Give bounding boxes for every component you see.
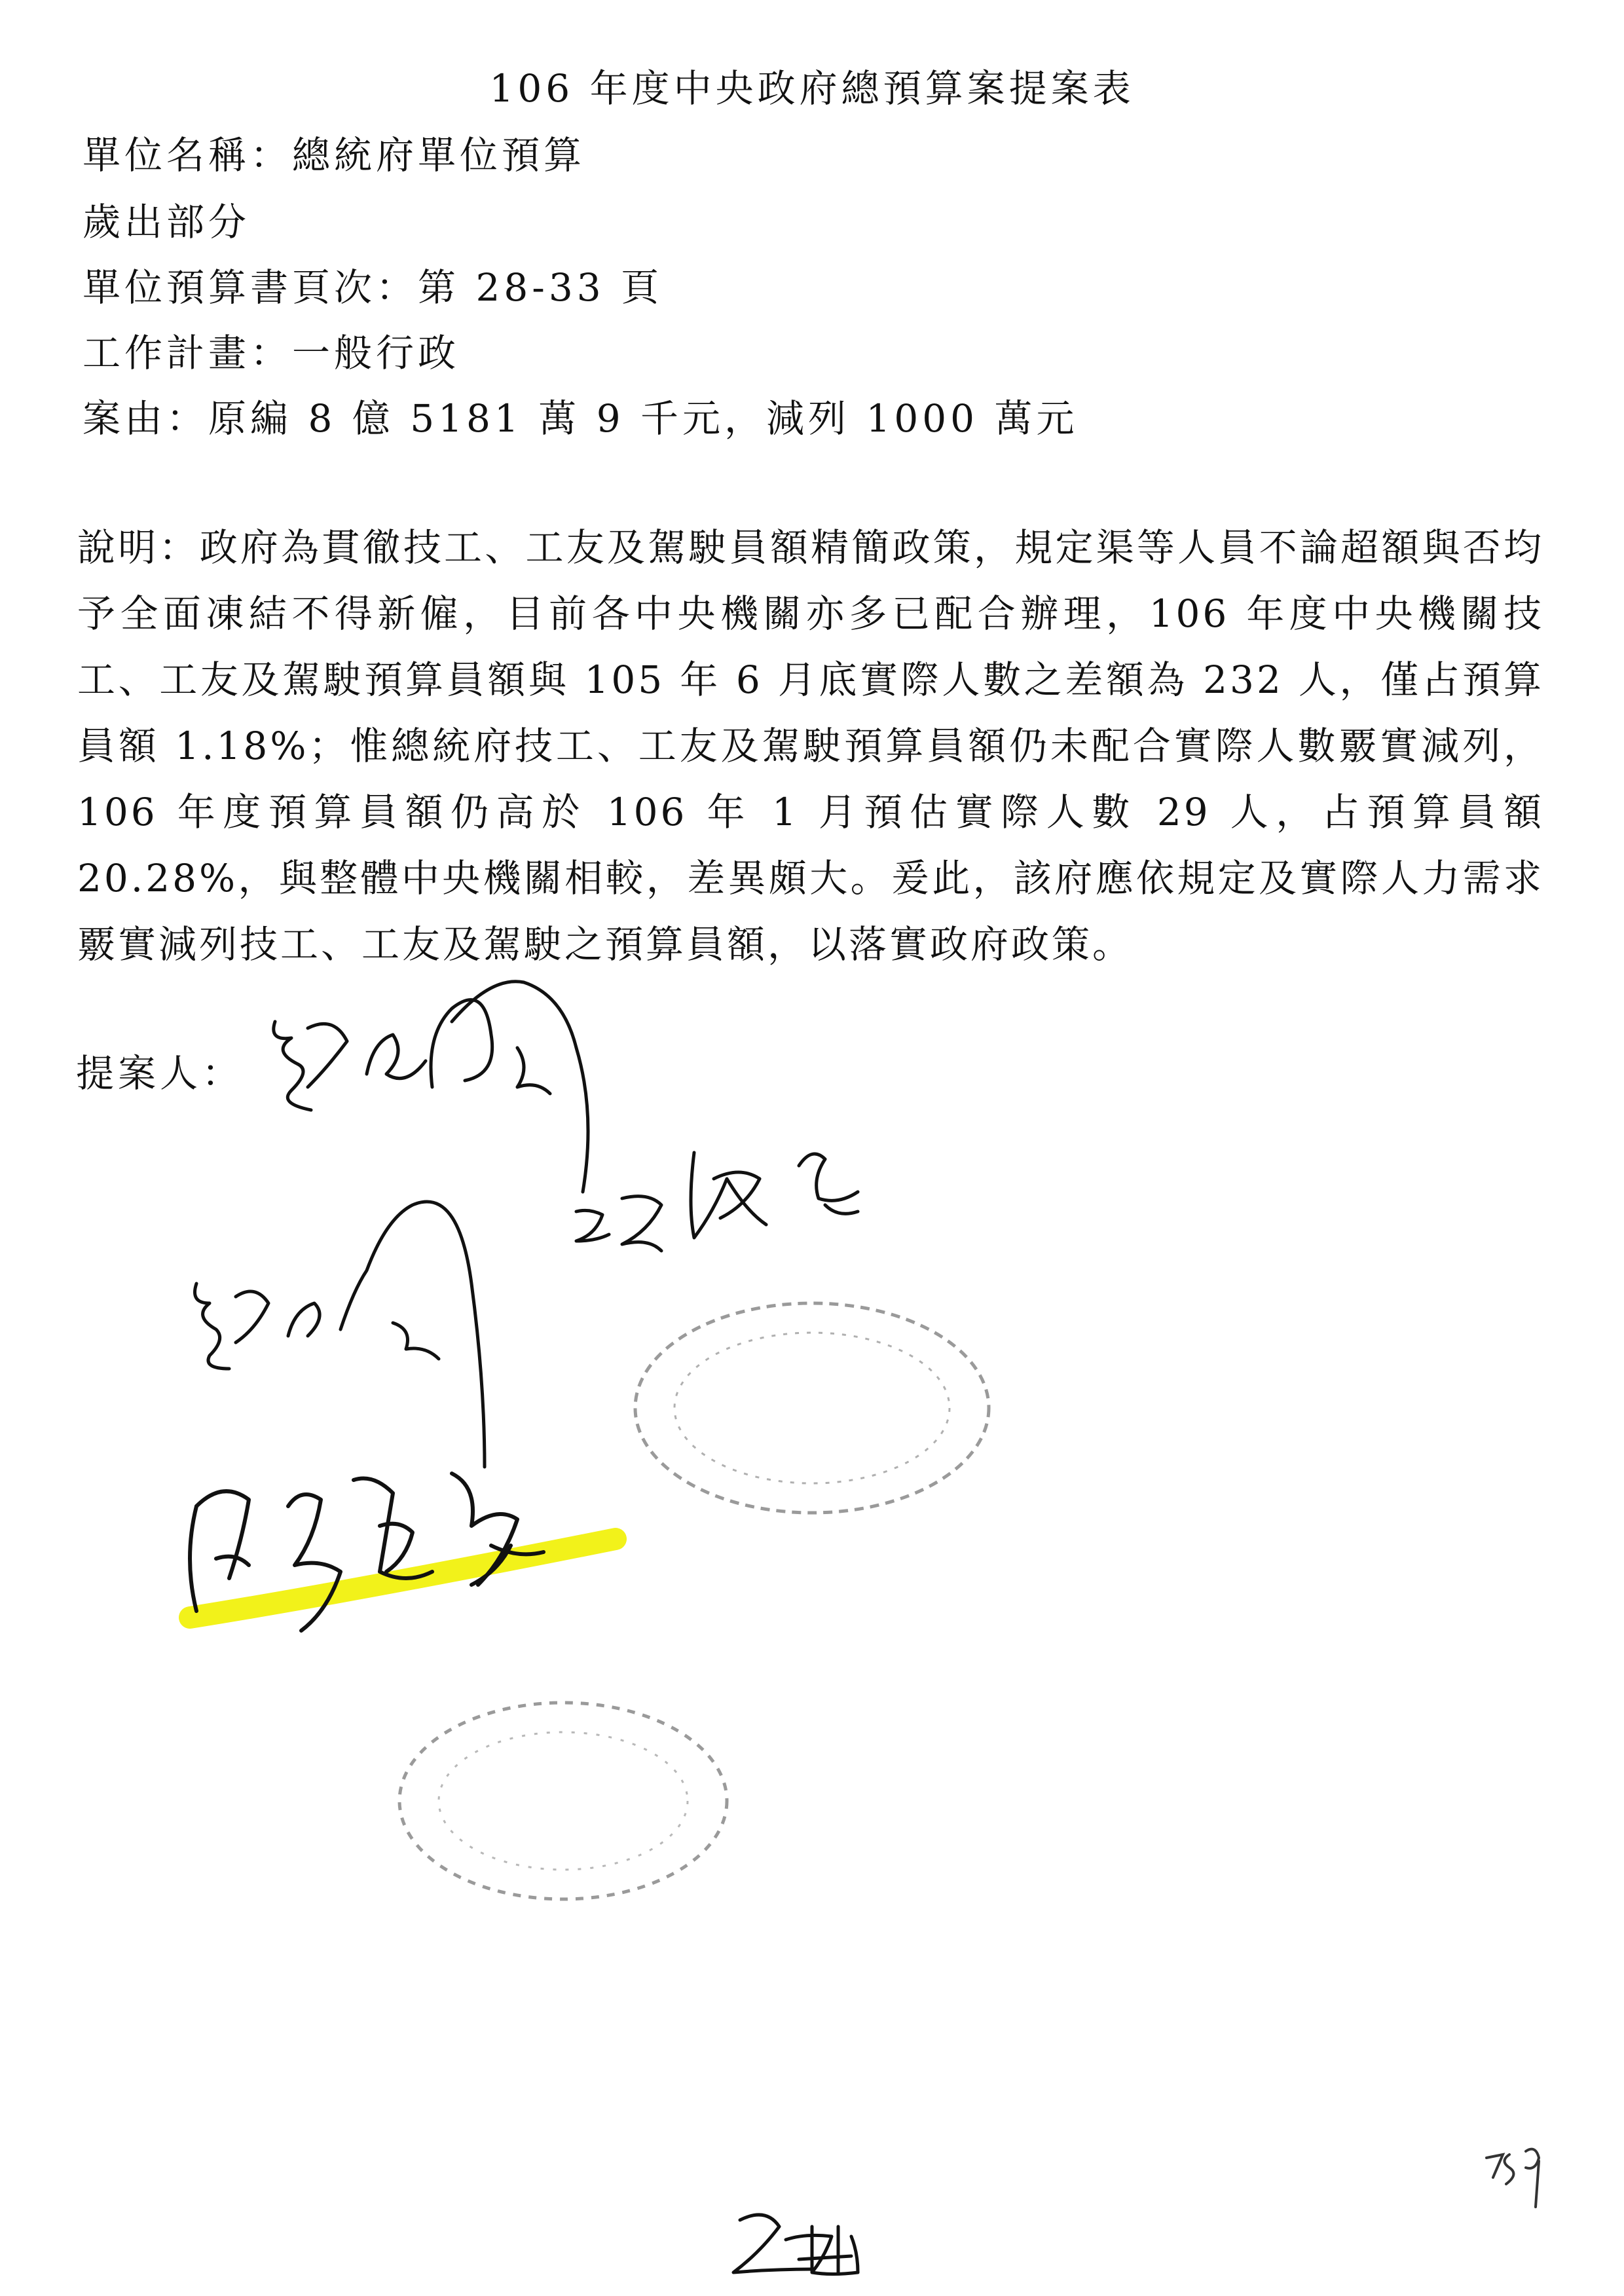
seal-stamp-1-inner [674,1333,950,1483]
unit-name-value: 總統府單位預算 [292,133,586,177]
signature-2 [576,1153,858,1251]
page-marker-annotation [1486,2149,1539,2207]
case-label: 案由： [83,396,209,441]
signature-4 [190,1473,616,1631]
highlight-stroke [190,1539,616,1618]
proposer-label: 提案人： [76,1051,244,1096]
description-text: 政府為貫徹技工、工友及駕駛員額精簡政策，規定渠等人員不論超額與否均予全面凍結不得新僱，目前各中央機關亦多已配合辦理，106 年度中央機關技工、工友及駕駛預算員額與 105 年 6 月底實際人數之差額為 232 人，僅占預算員額 1.18%；惟總統府技工、工友及駕駛預算員額仍未配合實際人數覈實減列，106 年度預算員額仍高於 106 年 1 月預估實際人數 29 人，占預算員額 20.28%，與整體中央機關相較，差異頗大。爰此，該府應依規定及實際人力需求覈實減列技工、工友及駕駛之預算員額，以落實政府政策。 [77,525,1544,967]
bottom-handwritten-mark [733,2215,858,2274]
seal-stamp-2 [399,1703,727,1899]
seal-stamp-1 [635,1303,989,1513]
description-label: 說明： [77,525,200,570]
expenditure-section-value: 歲出部分 [83,200,251,244]
work-plan-label: 工作計畫： [83,331,293,375]
unit-name-field [83,124,585,179]
case-field [83,388,1079,443]
budget-pages-field [83,257,663,312]
work-plan-field [83,322,460,377]
budget-pages-label: 單位預算書頁次： [83,265,418,310]
document-title: 106 年度中央政府總預算案提案表 [489,66,1135,111]
work-plan-value: 一般行政 [292,331,460,375]
case-value: 原編 8 億 5181 萬 9 千元，減列 1000 萬元 [208,396,1079,441]
signature-1 [274,982,588,1192]
seal-stamp-2-inner [439,1732,688,1870]
budget-pages-value: 第 28-33 頁 [418,265,663,310]
unit-name-label: 單位名稱： [83,133,293,177]
signature-3 [195,1202,485,1467]
description-paragraph [77,515,1544,978]
expenditure-section-field [83,191,250,246]
